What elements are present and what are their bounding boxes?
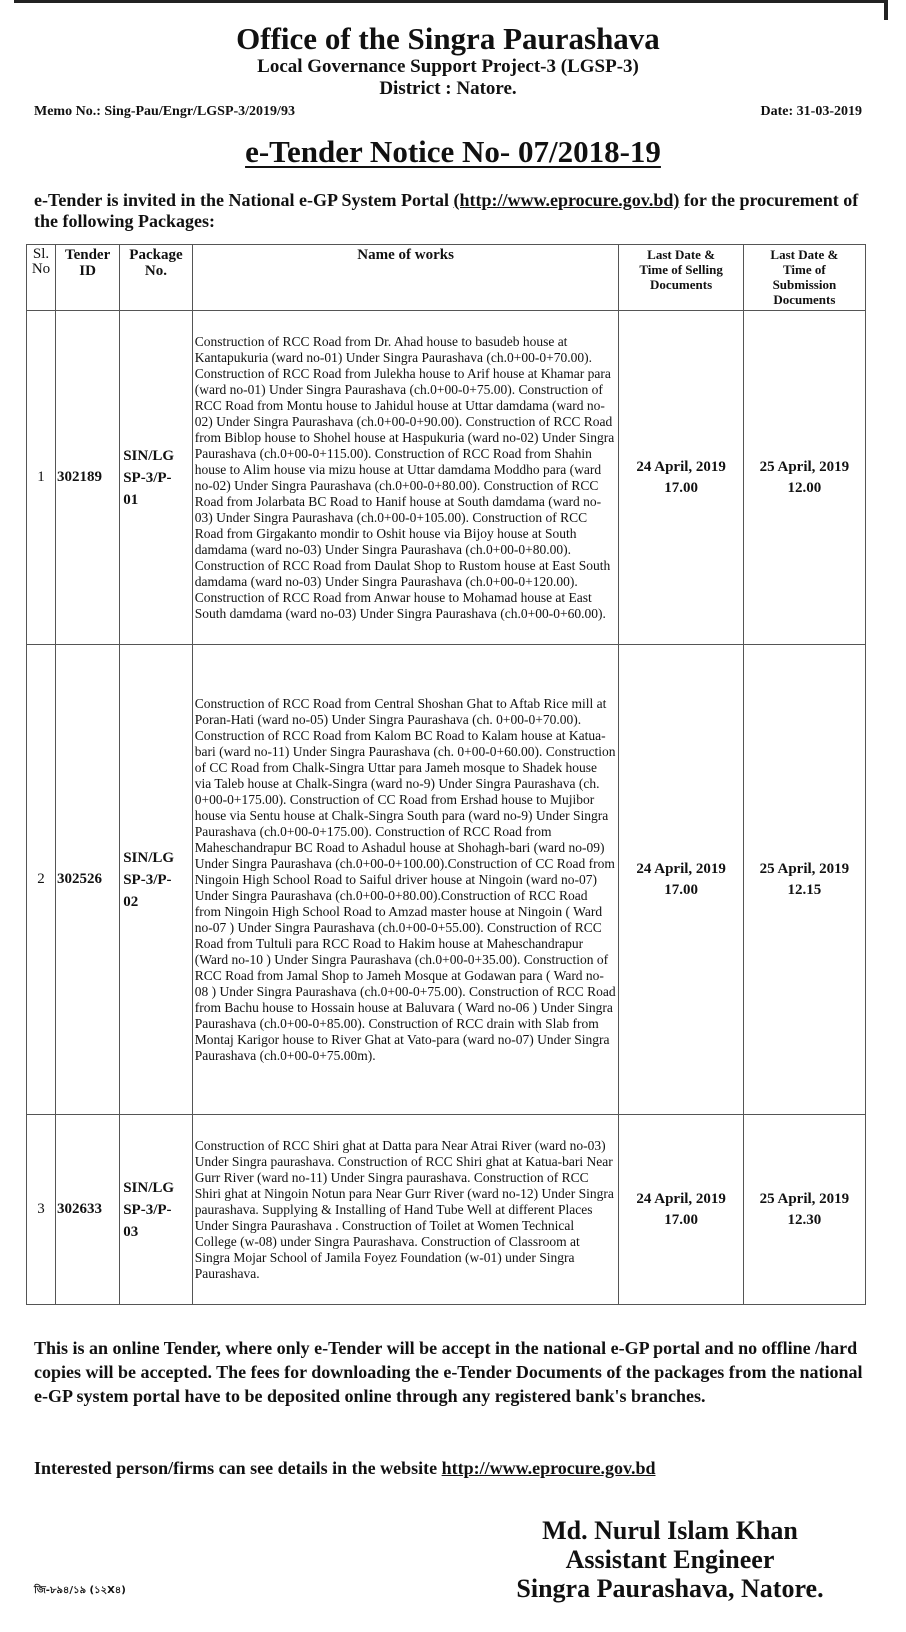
office-title: Office of the Singra Paurashava — [236, 21, 660, 56]
header — [30, 22, 866, 100]
cell-works: Construction of RCC Road from Dr. Ahad house to basudeb house at Kantapukuria (ward no-01) Under Singra Paurashava (ch.0+00-0+70.00). Construction of RCC Road from Julekha house to Arif house at Khamar para (ward no-01) Under Singra Paurashava (ch.0+00-0+75.00). Construction of RCC Road from Montu house to Jahidul house at Uttar damdama (ward no-02) Under Singra Paurashava (ch.0+00-0+90.00). Construction of RCC Road from Biblop house to Shohel house at Haspukuria (ward no-02) Under Singra Paurashava (ch.0+00-0+115.00). Construction of RCC Road from Shahin house to Alim house via mizu house at Uttar damdama Moddho para (ward no-02) Under Singra Paurashava (ch.0+00-0+80.00). Construction of RCC Road from Jolarbata BC Road to Hanif house at South damdama (ward no-03) Under Singra Paurashava (ch.0+00-0+105.00). Construction of RCC Road from Girgakanto mondir to Oshit house via Bijoy house at South damdama (ward no-03) Under Singra Paurashava (ch.0+00-0+80.00). Construction of RCC Road from Daulat Shop to Rustom house at East South damdama (ward no-03) Under Singra Paurashava (ch.0+00-0+120.00). Construction of RCC Road from Anwar house to Mohamad house at East South damdama (ward no-03) Under Singra Paurashava (ch.0+00-0+60.00). — [192, 311, 619, 645]
intro-text-before: e-Tender is invited in the National e-GP System Portal — [34, 190, 454, 210]
interest-text: Interested person/firms can see details in the website — [34, 1458, 442, 1478]
cell-tender-id: 302189 — [56, 311, 120, 645]
intro-paragraph — [34, 190, 864, 232]
cell-submission: 25 April, 2019 12.30 — [743, 1115, 865, 1305]
cell-tender-id: 302633 — [56, 1115, 120, 1305]
cell-package: SIN/LG SP-3/P- 01 — [120, 311, 193, 645]
table-row — [27, 645, 866, 1115]
cell-works: Construction of RCC Shiri ghat at Datta para Near Atrai River (ward no-03) Under Singra paurashava. Construction of RCC Shiri ghat at Katua-bari Near Gurr River (ward no-11) Under Singra paurashava. Construction of RCC Shiri ghat at Ningoin Notun para Near Gurr River (ward no-12) Under Singra paurashava. Supplying & Installing of Hand Tube Well at different Places Under Singra Paurashava . Construction of Toilet at Women Technical College (w-08) under Singra Paurashava. Construction of Classroom at Singra Mojar School of Jamila Foyez Foundation (w-01) under Singra Paurashava. — [192, 1115, 619, 1305]
cell-works: Construction of RCC Road from Central Shoshan Ghat to Aftab Rice mill at Poran-Hati (ward no-05) Under Singra Paurashava (ch. 0+00-0+70.00). Construction of RCC Road from Kalom BC Road to Kalam house at Katua-bari (ward no-11) Under Singra Paurashava (ch. 0+00-0+60.00). Construction of CC Road from Chalk-Singra Uttar para Jameh mosque to Shadek house via Taleb house at Chalk-Singra (ward no-9) Under Singra Paurashava (ch. 0+00-0+175.00). Construction of CC Road from Ershad house to Mujibor house via Sentu house at Chalk-Singra South para (ward no-9) Under Singra Paurashava (ch.0+00-0+175.00). Construction of RCC Road from Maheschandrapur BC Road to Ashadul house at Shohagh-bari (ward no-09) Under Singra Paurashava (ch.0+00-0+100.00).Construction of CC Road from Ningoin High School Road to Saiful driver house at Ningoin (ward no-07) Under Singra Paurashava (ch.0+00-0+80.00).Construction of RCC Road from Ningoin High School Road to Amzad master house at Ningoin ( Ward no-07 ) Under Singra Paurashava (ch.0+00-0+55.00). Construction of RCC Road from Tultuli para RCC Road to Hakim house at Maheschandrapur (Ward no-10 ) Under Singra Paurashava (ch.0+00-0+35.00). Construction of RCC Road from Jamal Shop to Jameh Mosque at Godawan para ( Ward no-08 ) Under Singra Paurashava (ch.0+00-0+75.00). Construction of RCC Road from Bachu house to Hossain house at Baluvara ( Ward no-06 ) Under Singra Paurashava (ch.0+00-0+85.00). Construction of RCC drain with Slab from Montaj Karigor house to River Ghat at Vato-para (ward no-07) Under Singra Paurashava (ch.0+00-0+75.00m). — [192, 645, 619, 1115]
eprocure-link[interactable]: (http://www.eprocure.gov.bd) — [453, 190, 680, 210]
right-border-line — [884, 0, 888, 20]
notice-title: e-Tender Notice No- 07/2018-19 — [245, 134, 661, 169]
col-header-tender-id: Tender ID — [56, 245, 120, 311]
cell-sl: 1 — [27, 311, 56, 645]
project-title: Local Governance Support Project-3 (LGSP-3) — [257, 56, 639, 77]
online-tender-paragraph: This is an online Tender, where only e-Tender will be accept in the national e-GP portal and no offline /hard copies will be accepted. The fees for downloading the e-Tender Documents of the packages from the national e-GP system portal have to be deposited online through any registered bank's branches. — [34, 1338, 863, 1406]
cell-selling: 24 April, 2019 17.00 — [619, 311, 743, 645]
signatory-name: Md. Nurul Islam Khan — [542, 1516, 798, 1545]
cell-sl: 2 — [27, 645, 56, 1115]
intro-text-after: for the procurement of the following Packages: — [34, 190, 859, 231]
interest-line — [34, 1458, 864, 1479]
col-header-selling: Last Date & Time of Selling Documents — [619, 245, 743, 311]
cell-submission: 25 April, 2019 12.00 — [743, 311, 865, 645]
cell-selling: 24 April, 2019 17.00 — [619, 1115, 743, 1305]
cell-package: SIN/LG SP-3/P- 02 — [120, 645, 193, 1115]
cell-package: SIN/LG SP-3/P- 03 — [120, 1115, 193, 1305]
eprocure-website-link[interactable]: http://www.eprocure.gov.bd — [441, 1458, 656, 1478]
col-header-works: Name of works — [192, 245, 619, 311]
top-border-line — [14, 0, 888, 3]
col-header-package: Package No. — [120, 245, 193, 311]
signature-block — [470, 1516, 870, 1603]
memo-date: Date: 31-03-2019 — [760, 104, 862, 119]
publication-code: জি-৮৯৪/১৯ (১২X৪) — [34, 1585, 126, 1596]
col-header-sl: Sl. No — [27, 245, 56, 311]
cell-sl: 3 — [27, 1115, 56, 1305]
col-header-submission: Last Date & Time of Submission Documents — [743, 245, 865, 311]
district-line: District : Natore. — [379, 78, 517, 99]
table-row — [27, 1115, 866, 1305]
tender-table — [26, 244, 866, 1305]
cell-tender-id: 302526 — [56, 645, 120, 1115]
signatory-office: Singra Paurashava, Natore. — [516, 1574, 824, 1603]
cell-submission: 25 April, 2019 12.15 — [743, 645, 865, 1115]
signatory-title: Assistant Engineer — [565, 1545, 775, 1574]
table-header-row — [27, 245, 866, 311]
memo-number: Memo No.: Sing-Pau/Engr/LGSP-3/2019/93 — [34, 104, 295, 119]
table-row — [27, 311, 866, 645]
cell-selling: 24 April, 2019 17.00 — [619, 645, 743, 1115]
